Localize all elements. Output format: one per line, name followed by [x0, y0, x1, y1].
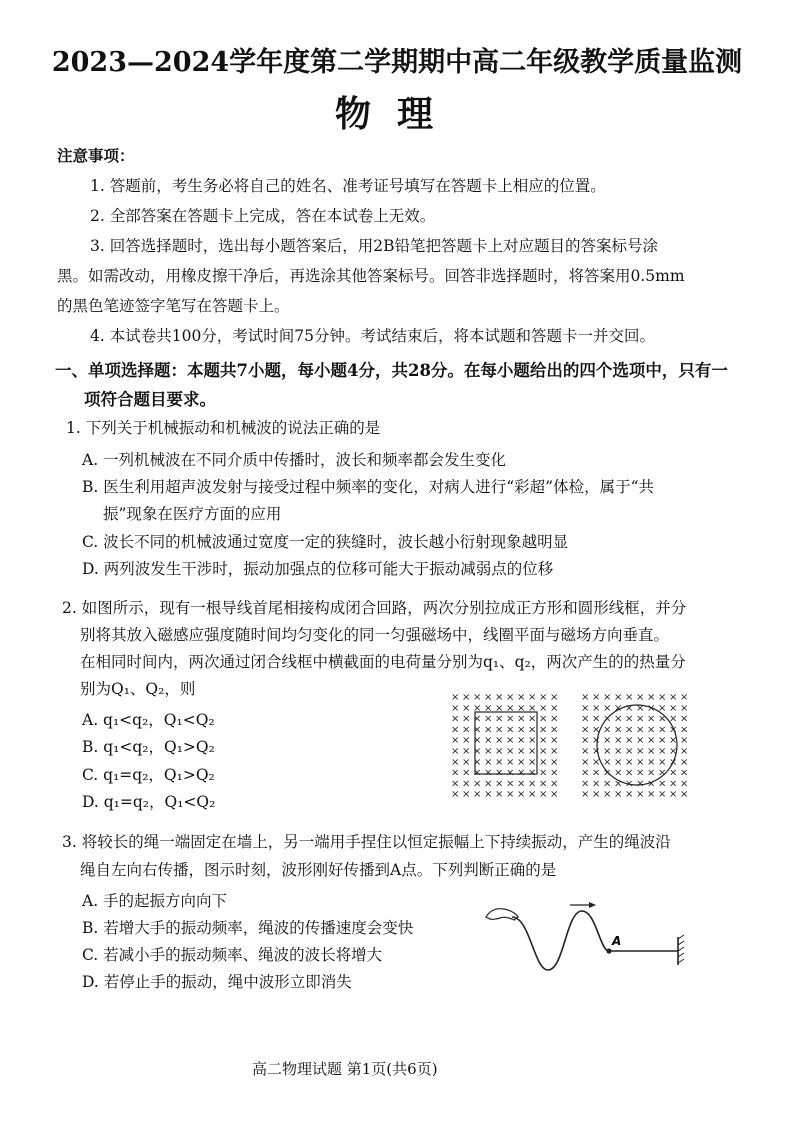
- field-cross-mark: ×: [528, 778, 537, 790]
- field-cross-mark: ×: [647, 692, 656, 703]
- field-cross-mark: ×: [539, 756, 548, 768]
- notice-item-3: 3. 回答选择题时，选出每小题答案后，用2B铅笔把答题卡上对应题目的答案标号涂: [90, 237, 658, 255]
- field-cross-mark: ×: [550, 713, 559, 725]
- field-cross-mark: ×: [636, 767, 645, 779]
- field-cross-mark: ×: [495, 789, 504, 800]
- field-cross-mark: ×: [581, 724, 590, 736]
- field-cross-mark: ×: [451, 692, 460, 703]
- field-cross-mark: ×: [614, 724, 623, 736]
- field-cross-mark: ×: [506, 735, 515, 747]
- field-cross-mark: ×: [462, 756, 471, 768]
- field-cross-mark: ×: [550, 778, 559, 790]
- field-cross-mark: ×: [581, 702, 590, 714]
- q2-option-d: D. q₁=q₂，Q₁<Q₂: [82, 793, 216, 811]
- field-cross-mark: ×: [592, 724, 601, 736]
- field-cross-mark: ×: [680, 789, 689, 800]
- field-cross-mark: ×: [517, 756, 526, 768]
- field-cross-mark: ×: [658, 713, 667, 725]
- field-cross-mark: ×: [647, 767, 656, 779]
- field-cross-mark: ×: [528, 702, 537, 714]
- field-cross-mark: ×: [473, 756, 482, 768]
- field-cross-mark: ×: [680, 692, 689, 703]
- field-cross-mark: ×: [506, 746, 515, 757]
- field-cross-mark: ×: [603, 778, 612, 790]
- q1-stem: 1. 下列关于机械振动和机械波的说法正确的是: [66, 419, 381, 437]
- subject-title: 物理: [334, 93, 459, 135]
- arrow-head-icon: [589, 902, 596, 908]
- field-cross-mark: ×: [539, 735, 548, 747]
- field-cross-mark: ×: [484, 735, 493, 747]
- field-cross-mark: ×: [603, 713, 612, 725]
- notice-item-4: 4. 本试卷共100分，考试时间75分钟。考试结束后，将本试题和答题卡一并交回。: [90, 327, 656, 345]
- field-cross-mark: ×: [625, 702, 634, 714]
- field-cross-mark: ×: [647, 702, 656, 714]
- field-cross-mark: ×: [484, 724, 493, 736]
- field-cross-mark: ×: [592, 692, 601, 703]
- field-cross-mark: ×: [603, 767, 612, 779]
- field-cross-mark: ×: [614, 735, 623, 747]
- field-cross-mark: ×: [603, 692, 612, 703]
- field-cross-mark: ×: [506, 713, 515, 725]
- field-cross-mark: ×: [550, 724, 559, 736]
- field-cross-mark: ×: [669, 724, 678, 736]
- field-cross-mark: ×: [550, 746, 559, 757]
- field-cross-mark: ×: [506, 756, 515, 768]
- field-crosses-left: [451, 692, 558, 800]
- field-cross-mark: ×: [506, 767, 515, 779]
- q1-option-a: A. 一列机械波在不同介质中传播时，波长和频率都会发生变化: [82, 451, 507, 469]
- field-cross-mark: ×: [636, 724, 645, 736]
- field-cross-mark: ×: [581, 735, 590, 747]
- q2-stem-2: 别将其放入磁感应强度随时间均匀变化的同一匀强磁场中，线圈平面与磁场方向垂直。: [80, 626, 670, 644]
- field-cross-mark: ×: [550, 756, 559, 768]
- field-cross-mark: ×: [517, 746, 526, 757]
- field-cross-mark: ×: [495, 724, 504, 736]
- field-cross-mark: ×: [658, 789, 667, 800]
- field-cross-mark: ×: [625, 746, 634, 757]
- field-cross-mark: ×: [550, 789, 559, 800]
- field-cross-mark: ×: [550, 702, 559, 714]
- field-cross-mark: ×: [539, 692, 548, 703]
- field-cross-mark: ×: [451, 713, 460, 725]
- field-cross-mark: ×: [669, 692, 678, 703]
- field-cross-mark: ×: [680, 767, 689, 779]
- field-cross-mark: ×: [484, 713, 493, 725]
- field-cross-mark: ×: [669, 702, 678, 714]
- field-cross-mark: ×: [506, 702, 515, 714]
- field-cross-mark: ×: [680, 702, 689, 714]
- field-cross-mark: ×: [680, 713, 689, 725]
- field-cross-mark: ×: [603, 756, 612, 768]
- field-cross-mark: ×: [495, 735, 504, 747]
- field-cross-mark: ×: [517, 724, 526, 736]
- field-cross-mark: ×: [669, 789, 678, 800]
- q1-option-b-cont: 振”现象在医疗方面的应用: [103, 505, 282, 523]
- field-cross-mark: ×: [484, 756, 493, 768]
- field-cross-mark: ×: [647, 778, 656, 790]
- field-cross-mark: ×: [647, 735, 656, 747]
- field-cross-mark: ×: [451, 756, 460, 768]
- field-cross-mark: ×: [495, 702, 504, 714]
- field-cross-mark: ×: [647, 746, 656, 757]
- field-cross-mark: ×: [462, 767, 471, 779]
- point-a-label: A: [612, 934, 622, 948]
- field-cross-mark: ×: [506, 778, 515, 790]
- q3-stem-2: 绳自左向右传播，图示时刻，波形刚好传播到A点。下列判断正确的是: [80, 861, 557, 879]
- field-cross-mark: ×: [484, 692, 493, 703]
- field-cross-mark: ×: [636, 756, 645, 768]
- field-cross-mark: ×: [517, 789, 526, 800]
- field-cross-mark: ×: [473, 778, 482, 790]
- notice-heading: 注意事项：: [57, 146, 135, 165]
- field-cross-mark: ×: [614, 702, 623, 714]
- field-cross-mark: ×: [592, 702, 601, 714]
- field-cross-mark: ×: [636, 702, 645, 714]
- field-cross-mark: ×: [528, 713, 537, 725]
- field-cross-mark: ×: [592, 746, 601, 757]
- field-cross-mark: ×: [614, 789, 623, 800]
- field-cross-mark: ×: [451, 789, 460, 800]
- wall-hatching: [678, 935, 684, 963]
- field-cross-mark: ×: [658, 692, 667, 703]
- section-heading-cont: 项符合题目要求。: [84, 390, 216, 409]
- field-cross-mark: ×: [614, 756, 623, 768]
- field-cross-mark: ×: [614, 767, 623, 779]
- field-cross-mark: ×: [625, 767, 634, 779]
- field-cross-mark: ×: [647, 713, 656, 725]
- notice-item-2: 2. 全部答案在答题卡上完成，答在本试卷上无效。: [90, 207, 436, 225]
- field-cross-mark: ×: [614, 746, 623, 757]
- field-cross-mark: ×: [592, 789, 601, 800]
- field-cross-mark: ×: [539, 767, 548, 779]
- field-cross-mark: ×: [495, 756, 504, 768]
- field-cross-mark: ×: [473, 767, 482, 779]
- field-cross-mark: ×: [473, 713, 482, 725]
- field-cross-mark: ×: [495, 692, 504, 703]
- field-cross-mark: ×: [592, 756, 601, 768]
- field-cross-mark: ×: [528, 756, 537, 768]
- field-cross-mark: ×: [658, 756, 667, 768]
- field-cross-mark: ×: [636, 713, 645, 725]
- field-cross-mark: ×: [669, 767, 678, 779]
- field-cross-mark: ×: [592, 778, 601, 790]
- field-cross-mark: ×: [614, 778, 623, 790]
- field-cross-mark: ×: [462, 735, 471, 747]
- field-cross-mark: ×: [484, 778, 493, 790]
- field-cross-mark: ×: [451, 702, 460, 714]
- field-cross-mark: ×: [517, 702, 526, 714]
- field-cross-mark: ×: [669, 756, 678, 768]
- field-cross-mark: ×: [495, 767, 504, 779]
- field-cross-mark: ×: [603, 789, 612, 800]
- field-cross-mark: ×: [636, 789, 645, 800]
- field-cross-mark: ×: [636, 735, 645, 747]
- q1-option-d: D. 两列波发生干涉时，振动加强点的位移可能大于振动减弱点的位移: [82, 560, 554, 578]
- field-cross-mark: ×: [517, 735, 526, 747]
- field-cross-mark: ×: [451, 778, 460, 790]
- field-cross-mark: ×: [495, 746, 504, 757]
- field-cross-mark: ×: [473, 692, 482, 703]
- q3-option-c: C. 若减小手的振动频率、绳波的波长将增大: [82, 946, 383, 964]
- field-cross-mark: ×: [462, 702, 471, 714]
- field-cross-mark: ×: [539, 724, 548, 736]
- field-cross-mark: ×: [462, 778, 471, 790]
- field-cross-mark: ×: [658, 735, 667, 747]
- field-cross-mark: ×: [517, 778, 526, 790]
- field-cross-mark: ×: [484, 767, 493, 779]
- field-cross-mark: ×: [603, 724, 612, 736]
- field-cross-mark: ×: [614, 692, 623, 703]
- field-cross-mark: ×: [550, 735, 559, 747]
- q3-option-a: A. 手的起振方向向下: [82, 892, 228, 910]
- field-cross-mark: ×: [581, 789, 590, 800]
- field-cross-mark: ×: [539, 789, 548, 800]
- field-cross-mark: ×: [669, 746, 678, 757]
- hand-icon: [486, 909, 518, 920]
- field-cross-mark: ×: [636, 692, 645, 703]
- field-cross-mark: ×: [647, 756, 656, 768]
- field-cross-mark: ×: [581, 756, 590, 768]
- field-cross-mark: ×: [451, 767, 460, 779]
- field-cross-mark: ×: [658, 746, 667, 757]
- q3-option-d: D. 若停止手的振动，绳中波形立即消失: [82, 973, 352, 991]
- field-cross-mark: ×: [680, 735, 689, 747]
- field-cross-mark: ×: [647, 789, 656, 800]
- field-cross-mark: ×: [680, 746, 689, 757]
- field-cross-mark: ×: [658, 767, 667, 779]
- field-cross-mark: ×: [539, 746, 548, 757]
- field-cross-mark: ×: [614, 713, 623, 725]
- field-cross-mark: ×: [495, 778, 504, 790]
- section-heading: 一、单项选择题：本题共7小题，每小题4分，共28分。在每小题给出的四个选项中，只有一: [55, 361, 728, 380]
- field-cross-mark: ×: [680, 756, 689, 768]
- field-cross-mark: ×: [473, 724, 482, 736]
- field-cross-mark: ×: [625, 724, 634, 736]
- field-cross-mark: ×: [528, 767, 537, 779]
- field-cross-mark: ×: [451, 746, 460, 757]
- field-cross-mark: ×: [528, 789, 537, 800]
- field-cross-mark: ×: [550, 767, 559, 779]
- field-cross-mark: ×: [636, 746, 645, 757]
- field-cross-mark: ×: [462, 724, 471, 736]
- field-cross-mark: ×: [680, 724, 689, 736]
- field-cross-mark: ×: [625, 756, 634, 768]
- field-cross-mark: ×: [473, 789, 482, 800]
- field-cross-mark: ×: [658, 724, 667, 736]
- field-cross-mark: ×: [473, 702, 482, 714]
- page-footer: 高二物理试题 第1页(共6页): [252, 1060, 438, 1078]
- field-cross-mark: ×: [484, 789, 493, 800]
- notice-item-1: 1. 答题前，考生务必将自己的姓名、准考证号填写在答题卡上相应的位置。: [90, 177, 606, 195]
- field-cross-mark: ×: [603, 702, 612, 714]
- q3-option-b: B. 若增大手的振动频率，绳波的传播速度会变快: [82, 919, 414, 937]
- field-cross-mark: ×: [647, 724, 656, 736]
- field-cross-mark: ×: [581, 692, 590, 703]
- field-cross-mark: ×: [592, 735, 601, 747]
- field-cross-mark: ×: [517, 767, 526, 779]
- field-cross-mark: ×: [680, 778, 689, 790]
- field-cross-mark: ×: [517, 692, 526, 703]
- field-cross-mark: ×: [539, 702, 548, 714]
- point-a-marker: [606, 948, 611, 953]
- field-cross-mark: ×: [658, 778, 667, 790]
- field-cross-mark: ×: [517, 713, 526, 725]
- field-cross-mark: ×: [506, 789, 515, 800]
- field-cross-mark: ×: [528, 692, 537, 703]
- field-cross-mark: ×: [625, 735, 634, 747]
- rope-wave-figure: [478, 895, 688, 980]
- q2-stem-4: 别为Q₁、Q₂，则: [80, 680, 196, 698]
- notice-item-3-cont2: 的黑色笔迹签字笔写在答题卡上。: [57, 297, 290, 315]
- field-cross-mark: ×: [462, 713, 471, 725]
- magnetic-field-figure: [445, 690, 695, 800]
- field-cross-mark: ×: [506, 692, 515, 703]
- field-cross-mark: ×: [539, 778, 548, 790]
- field-cross-mark: ×: [539, 713, 548, 725]
- rope-wave: [512, 911, 678, 970]
- field-cross-mark: ×: [528, 724, 537, 736]
- q2-option-c: C. q₁=q₂，Q₁>Q₂: [82, 766, 215, 784]
- field-cross-mark: ×: [484, 702, 493, 714]
- q2-option-b: B. q₁<q₂，Q₁>Q₂: [82, 738, 215, 756]
- field-cross-mark: ×: [625, 778, 634, 790]
- field-cross-mark: ×: [603, 746, 612, 757]
- field-cross-mark: ×: [528, 735, 537, 747]
- q2-stem-3: 在相同时间内，两次通过闭合线框中横截面的电荷量分别为q₁、q₂，两次产生的的热量分: [80, 653, 686, 671]
- field-cross-mark: ×: [528, 746, 537, 757]
- field-cross-mark: ×: [658, 702, 667, 714]
- notice-item-3-cont: 黑。如需改动，用橡皮擦干净后，再选涂其他答案标号。回答非选择题时，将答案用0.5mm: [57, 267, 685, 285]
- field-cross-mark: ×: [506, 724, 515, 736]
- exam-title: 2023—2024学年度第二学期期中高二年级教学质量监测: [51, 47, 743, 78]
- field-cross-mark: ×: [451, 724, 460, 736]
- field-cross-mark: ×: [495, 713, 504, 725]
- field-cross-mark: ×: [462, 746, 471, 757]
- field-cross-mark: ×: [592, 713, 601, 725]
- field-cross-mark: ×: [581, 746, 590, 757]
- field-cross-mark: ×: [484, 746, 493, 757]
- field-cross-mark: ×: [451, 735, 460, 747]
- field-cross-mark: ×: [581, 778, 590, 790]
- field-cross-mark: ×: [603, 735, 612, 747]
- field-cross-mark: ×: [581, 713, 590, 725]
- field-cross-mark: ×: [669, 778, 678, 790]
- field-cross-mark: ×: [669, 735, 678, 747]
- field-cross-mark: ×: [592, 767, 601, 779]
- q2-option-a: A. q₁<q₂，Q₁<Q₂: [82, 711, 215, 729]
- field-cross-mark: ×: [581, 767, 590, 779]
- field-cross-mark: ×: [550, 692, 559, 703]
- field-cross-mark: ×: [462, 789, 471, 800]
- field-cross-mark: ×: [473, 746, 482, 757]
- field-cross-mark: ×: [636, 778, 645, 790]
- q1-option-b: B. 医生利用超声波发射与接受过程中频率的变化，对病人进行“彩超”体检，属于“共: [82, 478, 655, 496]
- field-cross-mark: ×: [625, 789, 634, 800]
- q1-option-c: C. 波长不同的机械波通过宽度一定的狭缝时，波长越小衍射现象越明显: [82, 533, 569, 551]
- field-cross-mark: ×: [669, 713, 678, 725]
- field-cross-mark: ×: [473, 735, 482, 747]
- q3-stem-1: 3. 将较长的绳一端固定在墙上，另一端用手捏住以恒定振幅上下持续振动，产生的绳波沿: [62, 833, 671, 851]
- q2-stem-1: 2. 如图所示，现有一根导线首尾相接构成闭合回路，两次分别拉成正方形和圆形线框，并分: [62, 599, 687, 617]
- field-cross-mark: ×: [462, 692, 471, 703]
- field-cross-mark: ×: [625, 713, 634, 725]
- field-cross-mark: ×: [625, 692, 634, 703]
